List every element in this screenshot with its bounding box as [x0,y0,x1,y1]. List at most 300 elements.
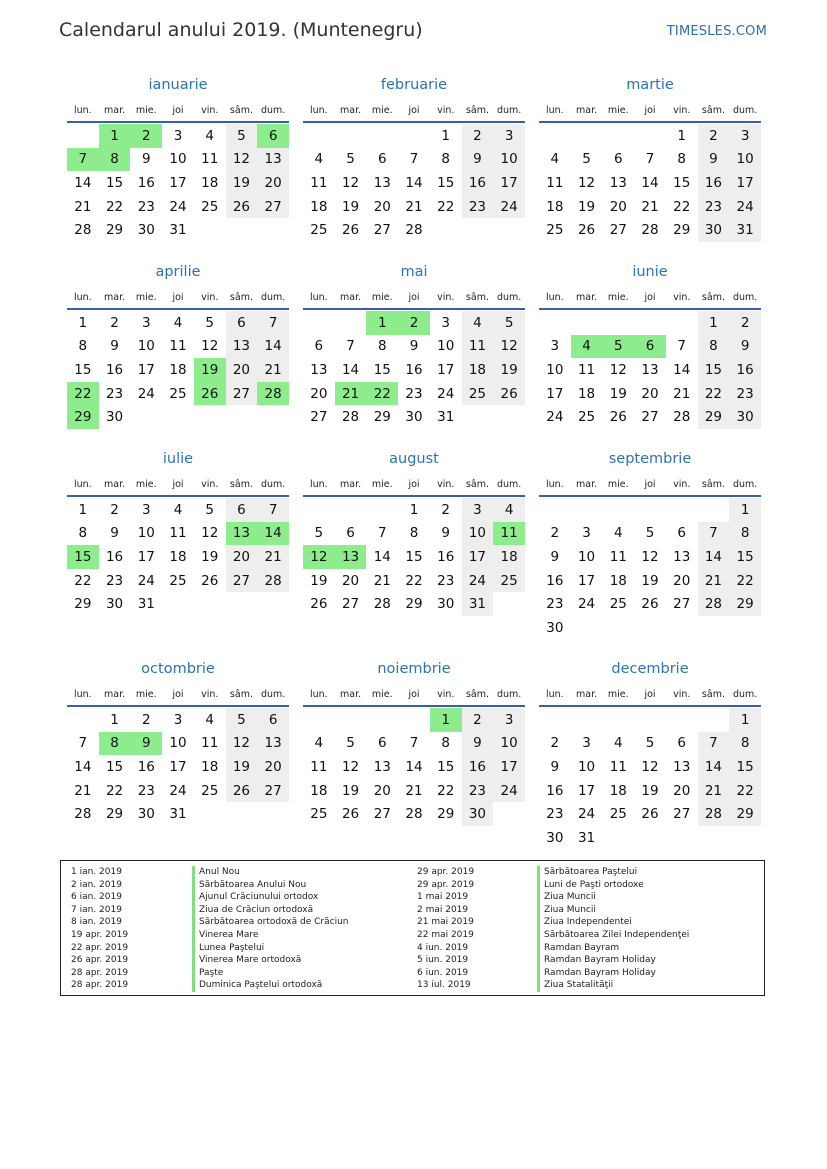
day-cell: 7 [78,735,88,752]
month-martie [539,77,761,242]
empty-cell [666,311,698,335]
day-cell: 24 [729,195,761,219]
legend-holiday-name: Vinerea Mare [192,929,348,942]
day-cell: 22 [673,198,691,215]
empty-cell [602,311,634,335]
day-cell: 11 [169,338,187,355]
day-cell: 20 [257,755,289,779]
weekday-label: vin. [673,478,691,490]
weekday-label: sâm. [701,688,725,700]
day-cell: 8 [698,335,730,359]
day-cell: 22 [366,382,398,406]
day-cell: 6 [314,338,324,355]
empty-cell [366,708,398,732]
weekday-header [539,99,761,123]
day-cell: 6 [377,151,387,168]
weekday-label: mar. [340,104,362,116]
day-cell: 26 [201,572,219,589]
weekday-label: mie. [607,104,629,116]
weekday-label: joi [644,688,656,700]
day-cell: 21 [405,782,423,799]
day-cell: 15 [105,758,124,775]
day-cell: 1 [698,311,730,335]
day-cell: 19 [341,198,360,215]
day-cell: 21 [335,382,367,406]
day-cell: 6 [634,335,666,359]
day-cell: 20 [310,385,328,402]
day-cell: 30 [546,619,564,636]
day-cell: 18 [310,198,328,215]
day-grid [67,498,289,616]
empty-cell [634,498,666,522]
day-cell: 20 [673,782,691,799]
day-cell: 14 [698,545,730,569]
day-cell: 11 [609,548,627,565]
day-cell: 12 [341,758,360,775]
day-cell: 19 [641,782,659,799]
day-cell: 23 [462,779,494,803]
day-cell: 24 [577,806,596,823]
day-cell: 5 [645,525,655,542]
day-cell: 31 [169,806,187,823]
month-septembrie [539,451,761,640]
day-cell: 13 [673,758,691,775]
legend-date: 2 ian. 2019 [71,879,122,890]
weekday-header [303,473,525,497]
day-cell: 6 [257,708,289,732]
month-decembrie [539,661,761,850]
month-februarie [303,77,525,242]
day-cell: 3 [582,735,591,752]
legend-holiday-name: Ramdan Bayram Holiday [537,967,689,980]
day-cell: 6 [257,124,289,148]
day-cell: 11 [310,758,328,775]
day-cell: 19 [641,572,659,589]
day-cell: 12 [201,525,219,542]
day-cell: 4 [462,311,494,335]
day-cell: 24 [437,385,455,402]
day-cell: 1 [366,311,398,335]
legend-holiday-name: Sărbătoarea ortodoxă de Crăciun [192,916,348,929]
weekday-label: vin. [201,104,219,116]
day-cell: 7 [257,498,289,522]
weekday-label: sâm. [229,688,253,700]
day-cell: 8 [677,151,686,168]
day-cell: 29 [373,409,391,426]
day-cell: 1 [729,498,761,522]
weekday-label: mar. [576,291,598,303]
day-cell: 30 [105,596,124,613]
weekday-label: vin. [673,688,691,700]
legend-date: 21 mai 2019 [417,917,474,928]
empty-cell [602,498,634,522]
day-cell: 25 [609,806,627,823]
day-cell: 20 [609,198,627,215]
weekday-label: lun. [546,688,564,700]
legend-right-names [537,866,689,992]
day-cell: 31 [137,596,155,613]
day-cell: 25 [577,409,596,426]
empty-cell [571,311,603,335]
day-cell: 24 [493,195,525,219]
day-cell: 22 [67,382,99,406]
weekday-header [303,286,525,310]
legend-holiday-name: Ziua Statalităţii [537,979,689,992]
day-cell: 9 [729,335,761,359]
day-cell: 12 [341,174,360,191]
day-cell: 16 [462,755,494,779]
weekday-header [303,683,525,707]
day-cell: 30 [462,802,494,826]
day-cell: 13 [673,548,691,565]
month-august [303,451,525,616]
day-cell: 29 [729,592,761,616]
empty-cell [335,708,367,732]
weekday-header [67,99,289,123]
day-cell: 7 [346,338,355,355]
day-cell: 24 [137,572,155,589]
weekday-label: mie. [135,291,157,303]
weekday-label: dum. [261,478,286,490]
day-cell: 12 [493,335,525,359]
day-cell: 6 [613,151,623,168]
weekday-label: lun. [310,478,328,490]
day-cell: 19 [341,782,360,799]
weekday-label: dum. [497,104,522,116]
weekday-label: lun. [546,478,564,490]
day-cell: 3 [729,124,761,148]
brand-link[interactable]: TIMESLES.COM [666,24,767,39]
day-cell: 15 [729,755,761,779]
day-cell: 11 [462,335,494,359]
legend-holiday-name: Ramdan Bayram Holiday [537,954,689,967]
day-cell: 14 [74,174,92,191]
day-cell: 8 [441,151,450,168]
day-cell: 13 [257,148,289,172]
legend-holiday-name: Ziua Muncii [537,904,689,917]
day-cell: 8 [409,525,419,542]
day-cell: 14 [373,548,391,565]
day-cell: 22 [105,198,124,215]
weekday-label: joi [172,478,184,490]
day-cell: 18 [609,572,627,589]
weekday-label: joi [408,478,420,490]
day-cell: 7 [677,338,686,355]
day-cell: 18 [201,174,219,191]
day-cell: 24 [493,779,525,803]
month-title: ianuarie [148,77,208,93]
day-cell: 24 [546,409,564,426]
empty-cell [303,124,335,148]
weekday-label: joi [644,104,656,116]
empty-cell [602,124,634,148]
day-cell: 29 [437,806,455,823]
empty-cell [398,124,430,148]
day-cell: 8 [377,338,387,355]
weekday-label: lun. [74,104,92,116]
day-cell: 9 [141,151,151,168]
day-cell: 3 [493,124,525,148]
day-cell: 26 [577,222,596,239]
weekday-label: mie. [371,688,393,700]
day-cell: 22 [437,198,455,215]
day-cell: 6 [346,525,355,542]
weekday-label: vin. [673,104,691,116]
weekday-label: lun. [310,104,328,116]
day-cell: 27 [373,806,391,823]
weekday-label: vin. [437,688,455,700]
day-cell: 6 [377,735,387,752]
day-cell: 4 [314,735,324,752]
day-cell: 10 [729,148,761,172]
weekday-label: vin. [673,291,691,303]
day-cell: 16 [729,358,761,382]
day-cell: 1 [677,127,686,144]
day-cell: 19 [194,358,226,382]
day-cell: 18 [546,198,564,215]
day-cell: 7 [257,311,289,335]
weekday-label: lun. [310,688,328,700]
legend-date: 22 apr. 2019 [71,942,129,953]
weekday-label: mie. [371,291,393,303]
month-title: iulie [162,451,194,467]
day-cell: 17 [493,171,525,195]
empty-cell [539,708,571,732]
legend-holiday-name: Sărbătoarea Paştelui [537,866,689,879]
day-cell: 22 [729,779,761,803]
day-cell: 17 [729,171,761,195]
month-title: noiembrie [377,661,451,677]
day-cell: 2 [550,525,560,542]
day-grid [539,708,761,850]
day-cell: 12 [201,338,219,355]
day-cell: 15 [74,361,92,378]
day-cell: 26 [493,382,525,406]
day-cell: 7 [409,151,419,168]
day-cell: 17 [169,174,187,191]
empty-cell [539,124,571,148]
weekday-label: dum. [497,291,522,303]
weekday-label: sâm. [701,104,725,116]
day-cell: 7 [698,732,730,756]
weekday-header [67,473,289,497]
day-cell: 31 [169,222,187,239]
weekday-header [539,286,761,310]
day-cell: 27 [341,596,360,613]
day-cell: 15 [373,361,391,378]
weekday-label: mie. [371,104,393,116]
day-cell: 1 [430,708,462,732]
day-cell: 9 [110,338,119,355]
day-cell: 18 [609,782,627,799]
day-cell: 8 [99,148,131,172]
weekday-label: lun. [546,291,564,303]
day-cell: 12 [303,545,335,569]
day-cell: 23 [462,195,494,219]
day-cell: 19 [609,385,627,402]
day-cell: 23 [405,385,423,402]
legend-date: 6 ian. 2019 [71,892,122,903]
day-cell: 15 [437,758,455,775]
empty-cell [539,311,571,335]
day-cell: 13 [257,732,289,756]
day-cell: 26 [194,382,226,406]
legend-date: 28 apr. 2019 [71,967,129,978]
day-cell: 21 [74,782,92,799]
empty-cell [366,124,398,148]
day-cell: 9 [110,525,119,542]
day-cell: 9 [462,732,494,756]
month-octombrie [67,661,289,826]
weekday-label: sâm. [229,291,253,303]
month-noiembrie [303,661,525,826]
day-cell: 30 [437,596,455,613]
weekday-label: vin. [201,478,219,490]
day-cell: 21 [257,358,289,382]
day-cell: 10 [546,361,564,378]
day-cell: 3 [462,498,494,522]
day-cell: 10 [493,732,525,756]
empty-cell [335,311,367,335]
day-cell: 5 [602,335,634,359]
legend-date: 26 apr. 2019 [71,955,129,966]
weekday-label: mar. [576,104,598,116]
month-title: februarie [380,77,448,93]
month-iunie [539,264,761,429]
weekday-label: sâm. [701,291,725,303]
empty-cell [634,708,666,732]
weekday-header [67,286,289,310]
day-cell: 31 [729,218,761,242]
weekday-label: mar. [104,688,126,700]
legend-date: 7 ian. 2019 [71,904,122,915]
weekday-label: sâm. [229,104,253,116]
day-cell: 20 [226,545,258,569]
month-title: octombrie [141,661,215,677]
day-cell: 28 [698,592,730,616]
legend-holiday-name: Sărbătoarea Anului Nou [192,879,348,892]
day-grid [303,124,525,242]
day-cell: 4 [173,501,183,518]
day-cell: 28 [257,569,289,593]
day-cell: 2 [462,708,494,732]
weekday-label: dum. [733,688,758,700]
day-cell: 17 [462,545,494,569]
legend-date: 2 mai 2019 [417,904,469,915]
legend-date: 5 iun. 2019 [417,955,469,966]
day-cell: 30 [405,409,423,426]
day-cell: 18 [310,782,328,799]
weekday-label: mar. [576,478,598,490]
day-cell: 14 [341,361,360,378]
empty-cell [571,708,603,732]
day-cell: 29 [74,596,92,613]
weekday-label: mar. [104,104,126,116]
weekday-label: joi [172,104,184,116]
day-cell: 4 [314,151,324,168]
day-cell: 23 [729,382,761,406]
weekday-label: sâm. [229,478,253,490]
holiday-legend [60,860,765,996]
day-cell: 2 [398,311,430,335]
day-cell: 8 [78,525,88,542]
empty-cell [398,708,430,732]
weekday-label: vin. [437,291,455,303]
day-cell: 12 [226,148,258,172]
weekday-label: sâm. [465,478,489,490]
day-cell: 27 [226,569,258,593]
day-cell: 1 [78,314,88,331]
day-grid [539,311,761,429]
day-cell: 25 [310,222,328,239]
day-cell: 29 [729,802,761,826]
day-cell: 27 [673,806,691,823]
day-cell: 2 [110,314,119,331]
legend-holiday-name: Lunea Paştelui [192,942,348,955]
day-cell: 25 [462,382,494,406]
weekday-label: mar. [340,291,362,303]
day-cell: 13 [373,758,391,775]
day-grid [67,311,289,429]
day-cell: 28 [673,409,691,426]
day-cell: 23 [546,596,564,613]
day-cell: 25 [609,596,627,613]
day-cell: 19 [226,755,258,779]
weekday-label: sâm. [465,688,489,700]
day-cell: 14 [405,174,423,191]
day-cell: 26 [641,596,659,613]
day-cell: 29 [698,405,730,429]
weekday-label: sâm. [465,291,489,303]
day-cell: 23 [105,385,124,402]
empty-cell [366,498,398,522]
day-cell: 11 [201,735,219,752]
legend-holiday-name: Luni de Paşti ortodoxe [537,879,689,892]
day-cell: 3 [493,708,525,732]
day-cell: 2 [130,124,162,148]
empty-cell [698,708,730,732]
day-cell: 11 [201,151,219,168]
empty-cell [666,708,698,732]
day-cell: 11 [609,758,627,775]
day-cell: 28 [373,596,391,613]
weekday-label: mar. [576,688,598,700]
day-cell: 10 [137,525,155,542]
day-cell: 20 [257,171,289,195]
day-cell: 22 [698,382,730,406]
day-cell: 22 [105,782,124,799]
day-cell: 4 [613,735,623,752]
day-cell: 23 [137,782,155,799]
day-cell: 9 [441,525,450,542]
day-cell: 14 [257,522,289,546]
day-cell: 15 [437,174,455,191]
day-cell: 29 [67,405,99,429]
day-cell: 19 [310,572,328,589]
day-cell: 13 [641,361,659,378]
day-grid [303,708,525,826]
day-cell: 4 [550,151,560,168]
day-cell: 26 [226,779,258,803]
day-cell: 14 [641,174,659,191]
day-cell: 3 [441,314,450,331]
day-cell: 17 [577,572,596,589]
weekday-label: lun. [74,478,92,490]
day-cell: 11 [577,361,596,378]
weekday-label: mar. [340,688,362,700]
day-cell: 18 [169,361,187,378]
weekday-label: dum. [261,104,286,116]
